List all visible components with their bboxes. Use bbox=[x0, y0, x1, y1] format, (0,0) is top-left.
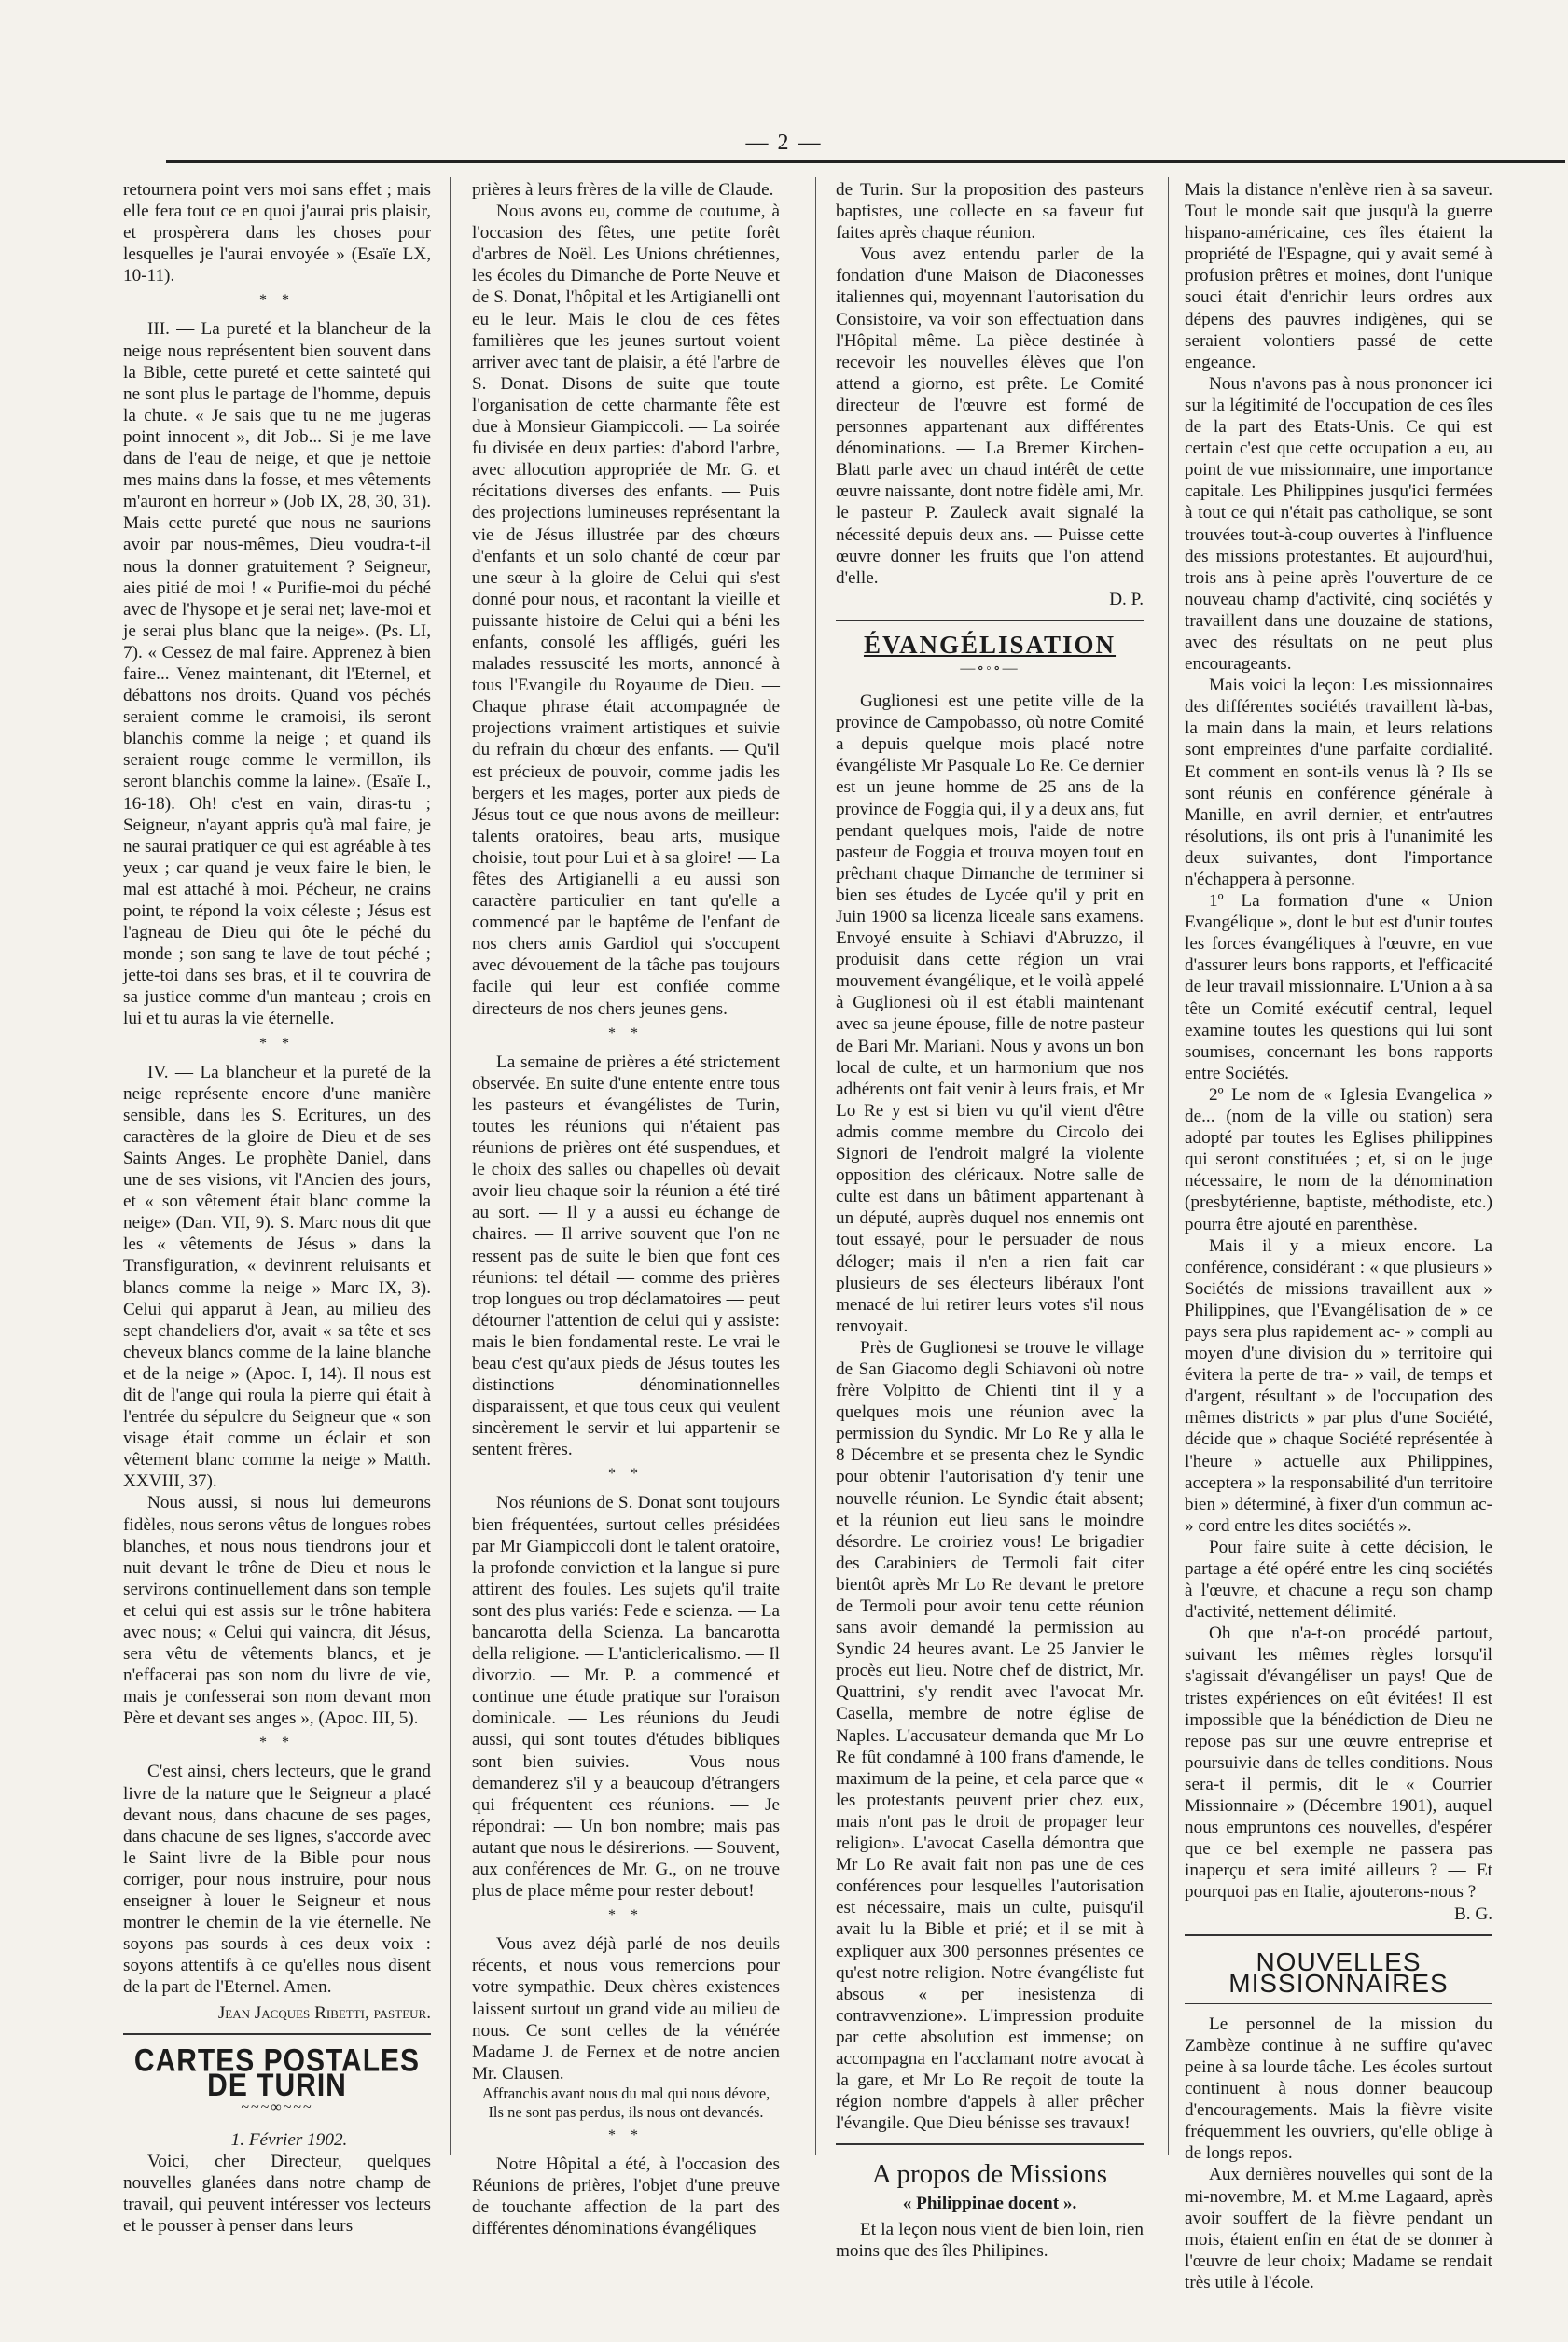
paragraph: La semaine de prières a été strictement observée. En suite d'une entente entre tous les pasteurs et évangélistes de Turin, toutes les réunions qui n'étaient pas réunions de prières ont été suspendues, et le choix des salles ou chapelles où devait avoir lieu chaque soir la réunion a été tiré au sort. — Il y a aussi eu échange de chaires. — Il arrive souvent que l'on ne ressent pas de suite le bien que font ces réunions: tel détail — comme des prières trop longues ou trop déclamatoires — peut détourner l'attention de celui qui y assiste: mais le bien fondamental reste. Le vrai le beau c'est qu'aux pieds de Jésus toutes les distinctions dénominationnelles disparaissent, et que tous ceux qui veulent sincèrement le servir et lui appartenir se sentent frères. bbox=[472, 1052, 780, 1460]
section-rule bbox=[1185, 1934, 1492, 1936]
paragraph: Nous n'avons pas à nous prononcer ici sur la légitimité de l'occupation de ces îles de la part des Etats-Unis. Ce qui est certain c'est que cette occupation a eu, au point de vue missionnaire, une importance capitale. Les Philippines jusqu'ici fermées à tout ce qui n'était pas catholique, se sont trouvées tout-à-coup ouvertes à l'influence des missions protestantes. Et aujourd'hui, trois ans à peine après l'ouverture de ce nouveau champ d'activité, cinq sociétés y travaillent dans une douzaine de stations, avec des résultats on ne peut plus encourageants. bbox=[1185, 373, 1492, 675]
section-heading: A propos de Missions bbox=[871, 2159, 1108, 2190]
ornament: —∘◦∘— bbox=[960, 660, 1020, 676]
paragraph: Mais la distance n'enlève rien à sa saveur. Tout le monde sait que jusqu'à la guerre hispano-américaine, ces îles étaient la propriété de l'Espagne, qui y avait semé à profusion prêtres et moines, dont l'unique souci était d'enrichir leurs ordres aux dépens des pauvres indigènes, qui se seraient volontiers passé de cette engeance. bbox=[1185, 180, 1492, 372]
verse-line: Ils ne sont pas perdus, ils nous ont devancés. bbox=[488, 2102, 764, 2121]
paragraph: Mais voici la leçon: Les missionnaires des différentes sociétés travaillent là-bas, la main dans la main, et leurs relations sont empreintes d'une parfaite cordialité. Et comment en sont-ils venus là ? Ils se sont réunis en conférence générale à Manille, en avril dernier, et entr'autres résolutions, ils ont pris à l'unanimité les deux suivantes, dont l'importance n'échappera à personne. bbox=[1185, 676, 1492, 889]
section-separator: * * bbox=[259, 1735, 295, 1751]
section-separator: * * bbox=[608, 1025, 644, 1041]
ornament: ~~~∞~~~ bbox=[241, 2098, 313, 2115]
paragraph: Oh que n'a-t-on procédé partout, suivant les mêmes règles lorsqu'il s'agissait d'évangéliser un pays! Que de tristes expériences on eût évitées! Il est impossible que la bénédiction de Dieu ne repose pas sur une œuvre entreprise et poursuivie dans de telles conditions. Nous sera-t il permis, dit le « Courrier Missionnaire » (Décembre 1901), auquel nous empruntons ces nouvelles, d'espérer que ce bel exemple ne passera pas inaperçu et sera imité ailleurs ? — Et pourquoi pas en Italie, ajouterons-nous ? bbox=[1185, 1624, 1492, 1903]
author-initials: D. P. bbox=[1109, 589, 1144, 609]
author-signature: Jean Jacques Ribetti, pasteur. bbox=[217, 2002, 431, 2023]
paragraph: prières à leurs frères de la ville de Claude. bbox=[472, 180, 774, 200]
paragraph: 1º La formation d'une « Union Evangélique », dont le but est d'unir toutes les forces évangéliques à l'œuvre, en vue d'assurer leurs bons rapports, et l'efficacité de leur travail missionnaire. L'Union a à sa tête un Comité exécutif central, lequel examine toutes les questions qui lui sont soumises, concernant les bons rapports entre Sociétés. bbox=[1185, 891, 1492, 1083]
paragraph: 2º Le nom de « Iglesia Evangelica » de... (nom de la ville ou station) sera adopté par toutes les Eglises philippines qui seront constituées ; et, si on le juge nécessaire, le nom de la dénomination (presbytérienne, baptiste, méthodiste, etc.) pourra être ajouté en parenthèse. bbox=[1185, 1084, 1492, 1234]
section-heading: NOUVELLES MISSIONNAIRES bbox=[1228, 1946, 1449, 1998]
paragraph: Nos réunions de S. Donat sont toujours bien fréquentées, surtout celles présidées par Mr Giampiccoli dont le talent oratoire, la profonde conviction et la langue si pure attirent des foules. Les sujets qu'il traite sont des plus variés: Fede e scienza. — La bancarotta della Scienza. La bancarotta della religione. — L'anticlericalismo. — Il divorzio. — Mr. P. a commencé et continue une étude pratique sur l'oraison dominicale. — Les réunions du Jeudi aussi, qui sont toutes d'études bibliques sont bien suivies. — Vous nous demanderez s'il y a beaucoup d'étrangers qui fréquentent ces réunions. — Je répondrai: — Un bon nombre; mais pas autant que nous le désirerions. — Souvent, aux conférences de Mr. G., on ne trouve plus de place même pour rester debout! bbox=[472, 1493, 780, 1902]
section-rule bbox=[836, 620, 1144, 621]
section-separator: * * bbox=[259, 1035, 295, 1052]
verse-line: Affranchis avant nous du mal qui nous dévore, bbox=[481, 2084, 770, 2102]
paragraph: III. — La pureté et la blancheur de la neige nous représentent bien souvent dans la Bible, cette pureté et cette sainteté qui ne sont plus le partage de l'homme, depuis la chute. « Je sais que tu ne me jugeras point innocent », dit Job... Si je me lave dans de l'eau de neige, et que je nettoie mes mains dans la fosse, et mes vêtements m'auront en horreur » (Job IX, 28, 30, 31). Mais cette pureté que nous ne saurions avoir par nous-mêmes, Dieu voudra-t-il nous la donner gratuitement ? Seigneur, aies pitié de moi ! « Purifie-moi du péché avec de l'hysope et je serai net; lave-moi et je serai plus blanc que la neige». (Ps. LI, 7). « Cessez de mal faire. Apprenez à bien faire... Venez maintenant, dit l'Eternel, et débattons nos droits. Quand vos péchés seraient comme le cramoisi, ils seront blanchis comme la neige ; et quand ils seraient rouge comme le vermillon, ils seront blanchis comme la laine». (Esaïe I., 16-18). Oh! c'est en vain, diras-tu ; Seigneur, n'ayant appris qu'à mal faire, je ne saurai pratiquer ce qui est agréable à tes yeux ; car quand je veux faire le bien, le mal est attaché à moi. Pécheur, ne crains point, te répond la voix céleste ; Jésus est l'agneau de Dieu qui ôte le péché du monde ; son sang te lave de tout péché ; jette-toi dans ses bras, et il te couvrira de sa justice comme d'un manteau ; crois en lui et tu auras la vie éternelle. bbox=[123, 319, 431, 1029]
paragraph: Près de Guglionesi se trouve le village de San Giacomo degli Schiavoni où notre frère Volpitto de Chienti tint il y a quelques mois une réunion avec la permission du Syndic. Mr Lo Re y alla le 8 Décembre et se presenta chez le Syndic pour obtenir l'autorisation d'y tenir une nouvelle réunion. Le Syndic était absent; et la réunion eut lieu sans le moindre désordre. Le croiriez vous! Le brigadier des Carabiniers de Termoli fait citer bientôt après Mr Lo Re devant le pretore de Termoli pour avoir tenu cette réunion sans avoir demandé la permission au Syndic 24 heures avant. Le 25 Janvier le procès eut lieu. Notre chef de district, Mr. Quattrini, s'y rendit avec l'avocat Mr. Casella, membre de notre église de Naples. L'accusateur demanda que Mr Lo Re fût condamné à 100 frans d'amende, le maximum de la peine, et cela parce que « les protestants peuvent prier chez eux, mais n'ont pas le droit de propager leur religion». L'avocat Casella démontra que Mr Lo Re avait fait non pas une de ces conférences pour lesquelles l'autorisation est nécessaire, mais un culte, puisqu'il avait lu la Bible et prié; et il se mit à expliquer aux 300 personnes présentes ce qu'est notre religion. Notre évangéliste fut absous « per inesistenza di contravvenzione». L'impression produite par cette absolution est immense; on accompagna en l'acclamant notre avocat à la gare, et Mr Lo Re reçoit de toute la région nombre d'appels à aller prêcher l'évangile. Que Dieu bénisse ses travaux! bbox=[836, 1337, 1144, 2134]
top-rule bbox=[166, 160, 1565, 163]
paragraph: Notre Hôpital a été, à l'occasion des Réunions de prières, l'objet d'une preuve de touchante affection de la part des différentes dénominations évangéliques bbox=[472, 2154, 780, 2239]
section-rule bbox=[123, 2033, 431, 2035]
section-rule bbox=[836, 2143, 1144, 2145]
paragraph: Guglionesi est une petite ville de la province de Campobasso, où notre Comité a depuis quelque mois placé notre évangéliste Mr Pasquale Lo Re. Ce dernier est un jeune homme de 25 ans de la province de Foggia qui, il y a deux ans, fut pendant quelques mois, l'aide de notre pasteur de Foggia et trouva moyen tout en prêchant chaque Dimanche de terminer si bien ses études de Lycée qu'il y prit en Juin 1900 sa licenza liceale sans examens. Envoyé ensuite à Schiavi d'Abruzzo, il produisit dans cette région un vrai mouvement évangélique, et le voilà appelé à Guglionesi où il est établi maintenant avec sa jeune épouse, fille de notre pasteur de Bari Mr. Mariani. Nous y avons un bon local de culte, et un harmonium que nos adhérents ont fait venir à leurs frais, et Mr Lo Re y est si bien vu qu'il vient d'être admis comme membre du Circolo dei Signori de l'endroit malgré la violente opposition des cléricaux. Notre salle de culte est dans un bâtiment appartenant à un député, auprès duquel nos ennemis ont tout essayé, pour le persuader de nous déloger; mais il n'en a rien fait car plusieurs de ses électeurs libéraux l'ont menacé de lui retirer leurs votes s'il nous renvoyait. bbox=[836, 691, 1144, 1336]
section-heading: CARTES POSTALES DE TURIN bbox=[133, 2042, 421, 2103]
page-number: — 2 — bbox=[745, 131, 823, 155]
section-rule bbox=[1185, 2003, 1492, 2004]
paragraph: Pour faire suite à cette décision, le partage a été opéré entre les cinq sociétés à l'œuvre, et chacune a reçu son champ d'activité, nettement délimité. bbox=[1185, 1537, 1492, 1623]
subheading: « Philippinae docent ». bbox=[902, 2194, 1077, 2214]
paragraph: C'est ainsi, chers lecteurs, que le grand livre de la nature que le Seigneur a placé devant nous, dans chacune de ses pages, dans chacune de ses lignes, s'accorde avec le Saint livre de la Bible pour nous corriger, pour nous instruire, pour nous enseigner à louer le Seigneur et nous montrer le chemin de la vie éternelle. Ne soyons pas sourds à ces deux voix : soyons attentifs à ce qu'elles nous disent de la part de l'Eternel. Amen. bbox=[123, 1762, 431, 1998]
column-3 bbox=[836, 179, 1144, 2262]
paragraph: Le personnel de la mission du Zambèze continue à ne suffire qu'avec peine à sa lourde tâche. Les écoles surtout continuent à nous donner beaucoup d'encouragements. Mais la fièvre visite fréquemment les ouvriers, qu'elle oblige à de longs repos. bbox=[1185, 2014, 1492, 2164]
section-separator: * * bbox=[608, 2126, 644, 2143]
paragraph: Nous avons eu, comme de coutume, à l'occasion des fêtes, une petite forêt d'arbres de Noël. Les Unions chrétiennes, les écoles du Dimanche de Porte Neuve et de S. Donat, l'hôpital et les Artigianelli ont eu le leur. Mais le clou de ces fêtes familières que les jeunes surtout voient arriver avec tant de plaisir, a été l'arbre de S. Donat. Disons de suite que toute l'organisation de cette charmante fête est due à Monsieur Giampiccoli. — La soirée fu divisée en deux parties: d'abord l'arbre, avec allocution appropriée de Mr. G. et récitations diverses des enfants. — Puis des projections lumineuses représentant la vie de Jésus illustrée par des chœurs d'enfants et un solo chanté de cœur par une sœur à la gloire de Celui qui s'est donné pour nous, et racontant la vieille et puissante histoire de Celui qui a béni les enfants, consolé les affligés, guéri les malades ressuscité les morts, annoncé à tous l'Evangile du Royaume de Dieu. — Chaque phrase était accompagnée de projections vraiment artistiques et suivie du refrain du chœur des enfants. — Qu'il est précieux de pouvoir, comme jadis les bergers et les mages, porter aux pieds de Jésus tout ce que nous avons de meilleur: talents oratoires, beau arts, musique choisie, tout pour Lui et à sa gloire! — La fêtes des Artigianelli a eu aussi son caractère particulier en tant qu'elle a commencé par le baptême de l'enfant de nos chers amis Gardiol qui s'occupent avec dévouement de la tâche pas toujours facile qui leur est confiée comme directeurs de nos chers jeunes gens. bbox=[472, 202, 780, 1019]
author-initials: B. G. bbox=[1453, 1903, 1492, 1924]
dateline: 1. Février 1902. bbox=[230, 2129, 348, 2150]
paragraph: retournera point vers moi sans effet ; mais elle fera tout ce en quoi j'aurai pris plaisir, et prospèrera dans les choses pour lesquelles je l'aurai envoyée » (Esaïe LX, 10-11). bbox=[123, 180, 431, 286]
column-2 bbox=[472, 179, 780, 2239]
paragraph: Mais il y a mieux encore. La conférence, considérant : « que plusieurs » Sociétés de missions travaillent aux » Philippines, que l'Evangélisation de » ce pays sera plus rapidement ac- » compli au moyen d'une division du » territoire qui évitera la perte de tra- » vail, de temps et d'argent, résultant » de l'occupation des mêmes districts » par plus d'une Société, décide que » chaque Société représentée à l'heure » actuelle aux Philippines, acceptera » la responsabilité d'un territoire bien » déterminé, à fixer d'un commun ac- » cord entre les dites sociétés ». bbox=[1185, 1235, 1492, 1536]
paragraph: de Turin. Sur la proposition des pasteurs baptistes, une collecte en sa faveur fut faites après chaque réunion. bbox=[836, 180, 1144, 244]
section-heading: ÉVANGÉLISATION bbox=[863, 630, 1117, 659]
paragraph: Voici, cher Directeur, quelques nouvelles glanées dans notre champ de travail, qui peuvent intéresser vos lecteurs et le pousser à penser dans leurs bbox=[123, 2151, 431, 2237]
column-divider bbox=[1168, 177, 1169, 2155]
column-4 bbox=[1185, 179, 1492, 2293]
paragraph: Vous avez entendu parler de la fondation d'une Maison de Diaconesses italiennes qui, moyennant l'autorisation du Consistoire, va voir son effectuation dans l'Hôpital même. La pièce destinée à recevoir les nouvelles élèves que l'on attend a giorno, est prête. Le Comité directeur de l'œuvre est formé de personnes appartenant aux différentes dénominations. — La Bremer Kirchen-Blatt parle avec un chaud intérêt de cette œuvre naissante, dont notre fidèle ami, Mr. le pasteur P. Zauleck avait signalé la nécessité depuis deux ans. — Puisse cette œuvre donner les fruits que l'on attend d'elle. bbox=[836, 244, 1144, 588]
column-divider bbox=[815, 177, 816, 2155]
section-separator: * * bbox=[259, 292, 295, 309]
column-divider bbox=[450, 177, 451, 2155]
section-separator: * * bbox=[608, 1907, 644, 1924]
column-1 bbox=[123, 179, 431, 2237]
paragraph: IV. — La blancheur et la pureté de la neige représente encore d'une manière sensible, dans les S. Ecritures, un des caractères de la gloire de Dieu et de ses Saints Anges. Le prophète Daniel, dans une de ses visions, vit l'Ancien des jours, et « son vêtement était blanc comme la neige» (Dan. VII, 9). S. Marc nous dit que les « vêtements de Jésus » dans la Transfiguration, « devinrent reluisants et blancs comme la neige » Marc IX, 3). Celui qui apparut à Jean, au milieu des sept chandeliers d'or, avait « sa tête et ses cheveux blancs comme de la laine blanche et de la neige » (Apoc. I, 14). Il nous est dit de l'ange qui roula la pierre qui était à l'entrée du sépulcre du Seigneur que « son visage était comme un éclair et son vêtement blanc comme la neige » Matth. XXVIII, 37). bbox=[123, 1062, 431, 1492]
paragraph: Et la leçon nous vient de bien loin, rien moins que des îles Philipines. bbox=[836, 2219, 1144, 2261]
paragraph: Aux dernières nouvelles qui sont de la mi-novembre, M. et M.me Lagaard, après avoir souffert de la fièvre pendant un mois, étaient enfin en état de se donner à l'œuvre de leur choix; Madame se rendait très utile à l'école. bbox=[1185, 2165, 1492, 2293]
section-separator: * * bbox=[608, 1466, 644, 1483]
paragraph: Nous aussi, si nous lui demeurons fidèles, nous serons vêtus de longues robes blanches, et nous nous tiendrons jour et nuit devant le trône de Dieu et nous le servirons continuellement dans son temple et celui qui est assis sur le trône habitera avec nous; « Celui qui vaincra, dit Jésus, sera vêtu de vêtements blancs, et je n'effacerai pas son nom du livre de vie, mais je confesserai son nom devant mon Père et devant ses anges », (Apoc. III, 5). bbox=[123, 1493, 431, 1729]
paragraph: Vous avez déjà parlé de nos deuils récents, et nous vous remercions pour votre sympathie. Deux chères existences laissent surtout un grand vide au milieu de nous. Ce sont celles de la vénérée Madame J. de Fernex et de notre ancien Mr. Clausen. bbox=[472, 1934, 780, 2084]
